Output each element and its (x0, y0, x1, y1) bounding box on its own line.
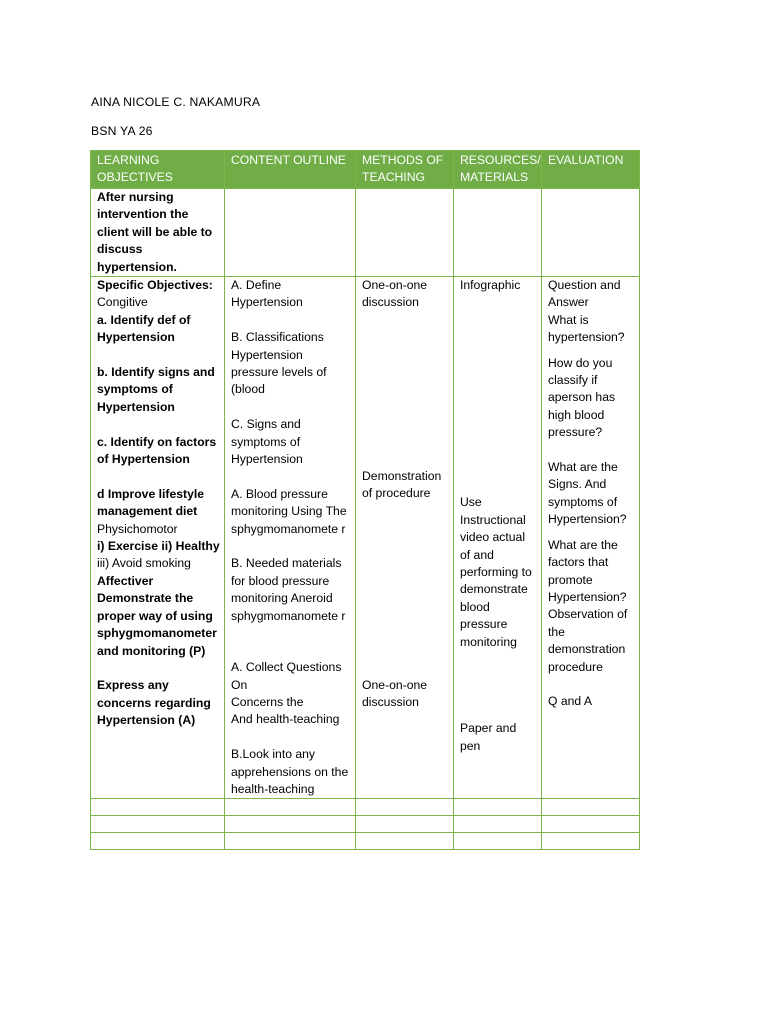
cognitive-label: Congitive (97, 295, 148, 310)
empty-cell (356, 189, 454, 277)
content-a3-line3: And health-teaching (231, 712, 340, 727)
method-2: Demonstration of procedure (362, 468, 442, 501)
empty-cell (91, 833, 225, 850)
content-b2: B. Needed materials for blood pressure monitoring Aneroid sphygmomanomete r (231, 556, 346, 623)
empty-row (91, 799, 640, 816)
method-1: One-on-one discussion (362, 278, 428, 310)
content-a2: A. Blood pressure monitoring Using The sphygmomanomete r (231, 486, 347, 536)
empty-cell (91, 816, 225, 833)
empty-cell (225, 833, 356, 850)
class-section: BSN YA 26 (91, 124, 153, 138)
evaluation-6: Q and A (548, 694, 593, 709)
content-b: B. Classifications Hypertension pressure levels of (blood (231, 330, 327, 397)
empty-row (91, 816, 640, 833)
objective-c: c. Identify on factors of Hypertension (97, 434, 217, 467)
content-b3: B.Look into any apprehensions on the health-teaching (231, 747, 349, 796)
empty-cell (454, 816, 542, 833)
empty-cell (356, 799, 454, 816)
objective-demonstrate: Demonstrate the proper way of using sphygmomanometer and monitoring (P) (97, 591, 217, 658)
content-a3-line2: Concerns the (231, 694, 304, 709)
evaluation-cell (542, 277, 640, 799)
objective-smoking: iii) Avoid smoking (97, 556, 191, 571)
empty-cell (542, 816, 640, 833)
objective-express: Express any concerns regarding Hypertension (A) (97, 678, 211, 728)
col-learning-objectives: LEARNING OBJECTIVES (91, 151, 225, 189)
empty-cell (454, 189, 542, 277)
affective-label: Affectiver (97, 573, 154, 588)
empty-cell (454, 833, 542, 850)
content-a: A. Define Hypertension (231, 278, 303, 310)
evaluation-3: What are the Signs. And symptoms of Hypertension? (548, 460, 627, 527)
resource-3: Paper and pen (460, 721, 517, 753)
content-cell (225, 277, 356, 799)
objective-b: b. Identify signs and symptoms of Hypertension (97, 365, 215, 414)
empty-cell (225, 816, 356, 833)
table-header-row (91, 151, 640, 189)
evaluation-4: What are the factors that promote Hypertension? (548, 537, 627, 604)
content-c: C. Signs and symptoms of Hypertension (231, 417, 303, 467)
empty-cell (225, 799, 356, 816)
method-3: One-on-one discussion (362, 677, 428, 710)
empty-cell (542, 799, 640, 816)
specific-objectives-heading: Specific Objectives: (97, 278, 213, 293)
empty-cell (542, 833, 640, 850)
objective-a: a. Identify def of Hypertension (97, 312, 191, 345)
student-name: AINA NICOLE C. NAKAMURA (91, 95, 261, 109)
resource-1: Infographic (460, 278, 521, 293)
col-resources-materials: RESOURCES/ MATERIALS (454, 151, 542, 189)
empty-cell (454, 799, 542, 816)
empty-cell (356, 833, 454, 850)
content-a3-line1: A. Collect Questions On (231, 660, 342, 692)
evaluation-1b: What is hypertension? (548, 312, 625, 345)
psychomotor-label: Physichomotor (97, 521, 178, 536)
empty-cell (91, 799, 225, 816)
col-evaluation: EVALUATION (542, 151, 640, 189)
evaluation-5: Observation of the demonstration procedure (548, 607, 628, 674)
empty-cell (542, 189, 640, 277)
empty-cell (225, 189, 356, 277)
general-objective: After nursing intervention the client will be able to discuss hypertension. (91, 189, 225, 277)
evaluation-1a: Question and Answer (548, 278, 621, 310)
objective-exercise: i) Exercise ii) Healthy (97, 539, 220, 554)
objective-d: d Improve lifestyle management diet (97, 486, 205, 519)
empty-row (91, 833, 640, 850)
teaching-plan-table (90, 150, 640, 850)
resources-cell (454, 277, 542, 799)
col-content-outline: CONTENT OUTLINE (225, 151, 356, 189)
empty-cell (356, 816, 454, 833)
objectives-cell (91, 277, 225, 799)
evaluation-2: How do you classify if aperson has high blood pressure? (548, 355, 616, 440)
col-methods-of-teaching: METHODS OF TEACHING (356, 151, 454, 189)
specific-objectives-row (91, 277, 640, 799)
general-objective-row (91, 189, 640, 277)
resource-2: Use Instructional video actual of and performing to demonstrate blood pressure monitoring (460, 495, 532, 649)
methods-cell (356, 277, 454, 799)
